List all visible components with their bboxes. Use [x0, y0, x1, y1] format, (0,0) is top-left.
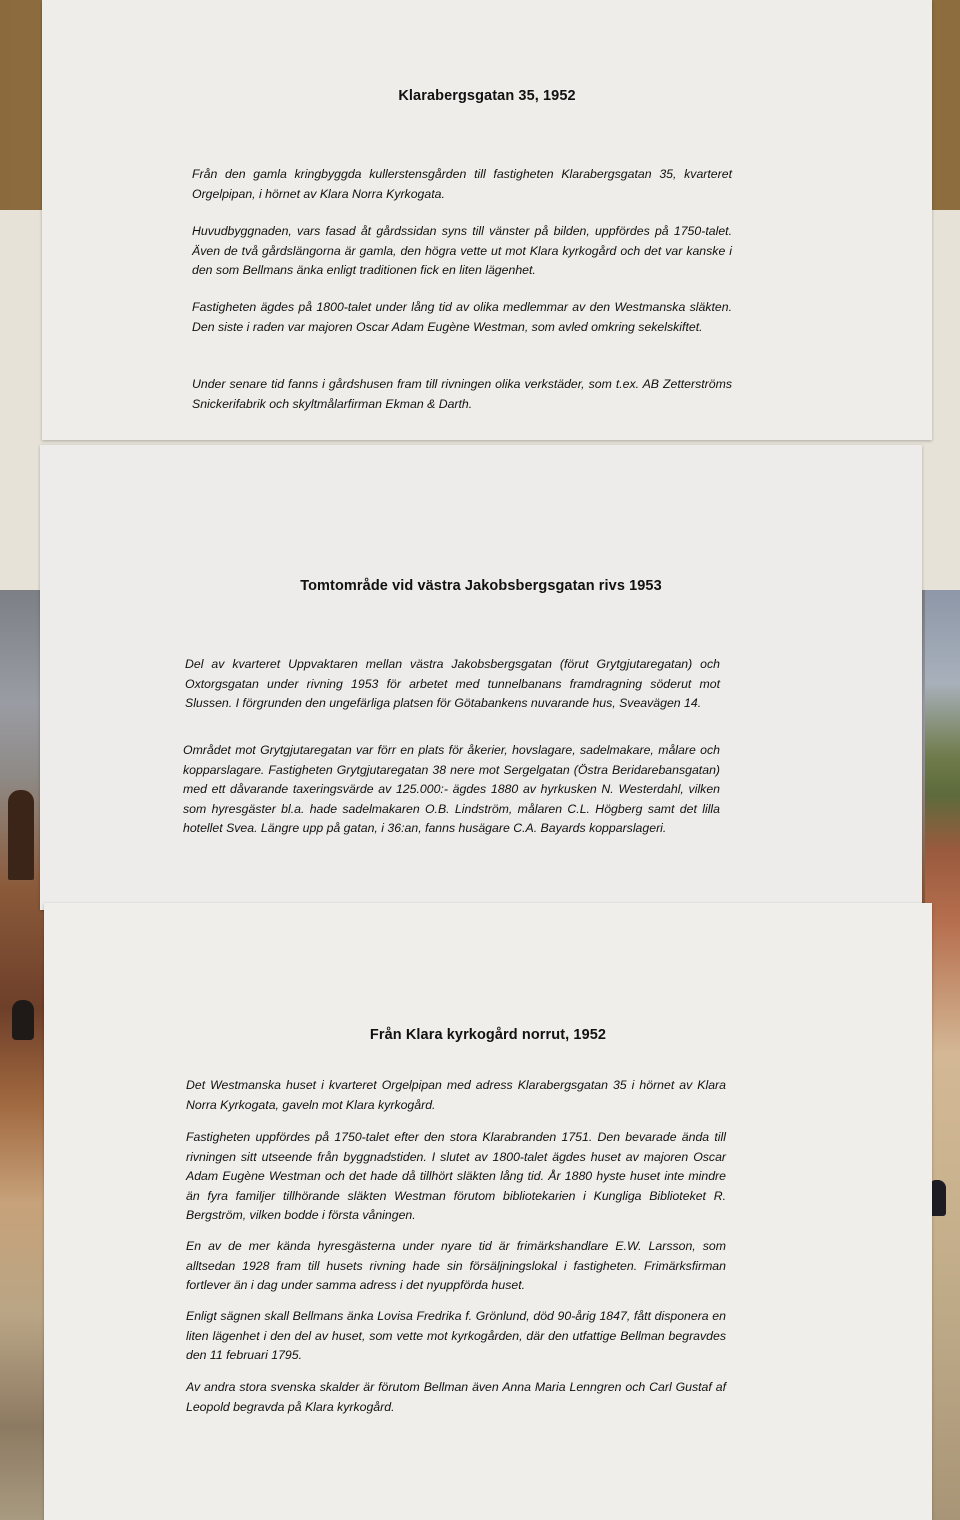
- painted-statue: [8, 790, 34, 880]
- sheet-3-paragraph-2: Fastigheten uppfördes på 1750-talet efter den stora Klarabranden 1751. Den bevarade ända till rivningen sitt utseende från byggnadstiden. I slutet av 1800-talet ägdes huset av majoren Oscar Adam Eugène Westman och det hade då tillhört släkten lång tid. År 1880 hyste huset inte mindre än fyra familjer tillhörande släkten Westman förutom bibliotekarien i Kungliga Biblioteket R. Bergström, vilken bodde i första våningen.: [186, 1130, 726, 1222]
- sheet-3-paragraph-5: Av andra stora svenska skalder är förutom Bellman även Anna Maria Lenngren och Carl Gustaf af Leopold begravda på Klara kyrkogård.: [186, 1380, 726, 1414]
- painted-figure-left: [12, 1000, 34, 1040]
- sheet-3-paragraph-1: Det Westmanska huset i kvarteret Orgelpipan med adress Klarabergsgatan 35 i hörnet av Klara Norra Kyrkogata, gaveln mot Klara kyrkogård.: [186, 1078, 726, 1112]
- caption-sheet-1: [42, 0, 932, 440]
- sheet-2-paragraph-2: Området mot Grytgjutaregatan var förr en plats för åkerier, hovslagare, sadelmakare, målare och kopparslagare. Fastigheten Grytgjutaregatan 38 nere mot Sergelgatan (Östra Beridarebansgatan) med ett dåvarande taxeringsvärde av 125.000:- ägdes 1880 av hyrkusken N. Westerdahl, vilken som hyresgäster bl.a. hade sadelmakaren O.B. Lindström, målaren C.L. Högberg samt det lilla hotellet Svea. Längre upp på gatan, i 36:an, fanns husägare C.A. Bayards kopparslageri.: [183, 743, 720, 835]
- sheet-1-paragraph-1: Från den gamla kringbyggda kullerstensgården till fastigheten Klarabergsgatan 35, kvarteret Orgelpipan, i hörnet av Klara Norra Kyrkogata.: [192, 167, 732, 201]
- sheet-2-paragraph-1: Del av kvarteret Uppvaktaren mellan västra Jakobsbergsgatan (förut Grytgjutaregatan) och Oxtorgsgatan under rivning 1953 för arbetet med tunnelbanans framdragning söderut mot Slussen. I förgrunden den ungefärliga platsen för Götabankens nuvarande hus, Sveavägen 14.: [185, 657, 720, 710]
- sheet-3-title: Från Klara kyrkogård norrut, 1952: [369, 1027, 607, 1043]
- sheet-1-paragraph-2: Huvudbyggnaden, vars fasad åt gårdssidan syns till vänster på bilden, uppfördes på 1750-talet. Även de två gårdslängorna är gamla, den högra vette ut mot Klara kyrkogård och det var kanske i den som Bellmans änka enligt traditionen fick en liten lägenhet.: [192, 224, 732, 277]
- sheet-3-paragraph-4: Enligt sägnen skall Bellmans änka Lovisa Fredrika f. Grönlund, död 90-årig 1847, fått disponera en liten lägenhet i den del av huset, som vette mot kyrkogården, där den utfattige Bellman begravdes den 11 februari 1795.: [186, 1309, 726, 1362]
- sheet-2-title: Tomtområde vid västra Jakobsbergsgatan rivs 1953: [300, 578, 662, 594]
- sheet-1-title: Klarabergsgatan 35, 1952: [398, 88, 576, 104]
- sheet-1-paragraph-3: Fastigheten ägdes på 1800-talet under lång tid av olika medlemmar av den Westmanska släkten. Den siste i raden var majoren Oscar Adam Eugène Westman, som avled omkring sekelskiftet.: [192, 300, 732, 334]
- caption-sheet-3: [44, 903, 932, 1520]
- caption-sheet-2: [40, 445, 922, 910]
- sheet-3-paragraph-3: En av de mer kända hyresgästerna under nyare tid är frimärkshandlare E.W. Larsson, som alltsedan 1928 fram till husets rivning hade sin försäljningslokal i fastigheten. Frimärksfirman fortlever än i dag under samma adress i det nyuppförda huset.: [186, 1239, 726, 1292]
- sheet-1-paragraph-4: Under senare tid fanns i gårdshusen fram till rivningen olika verkstäder, som t.ex. AB Zetterströms Snickerifabrik och skyltmålarfirman Ekman & Darth.: [192, 377, 732, 411]
